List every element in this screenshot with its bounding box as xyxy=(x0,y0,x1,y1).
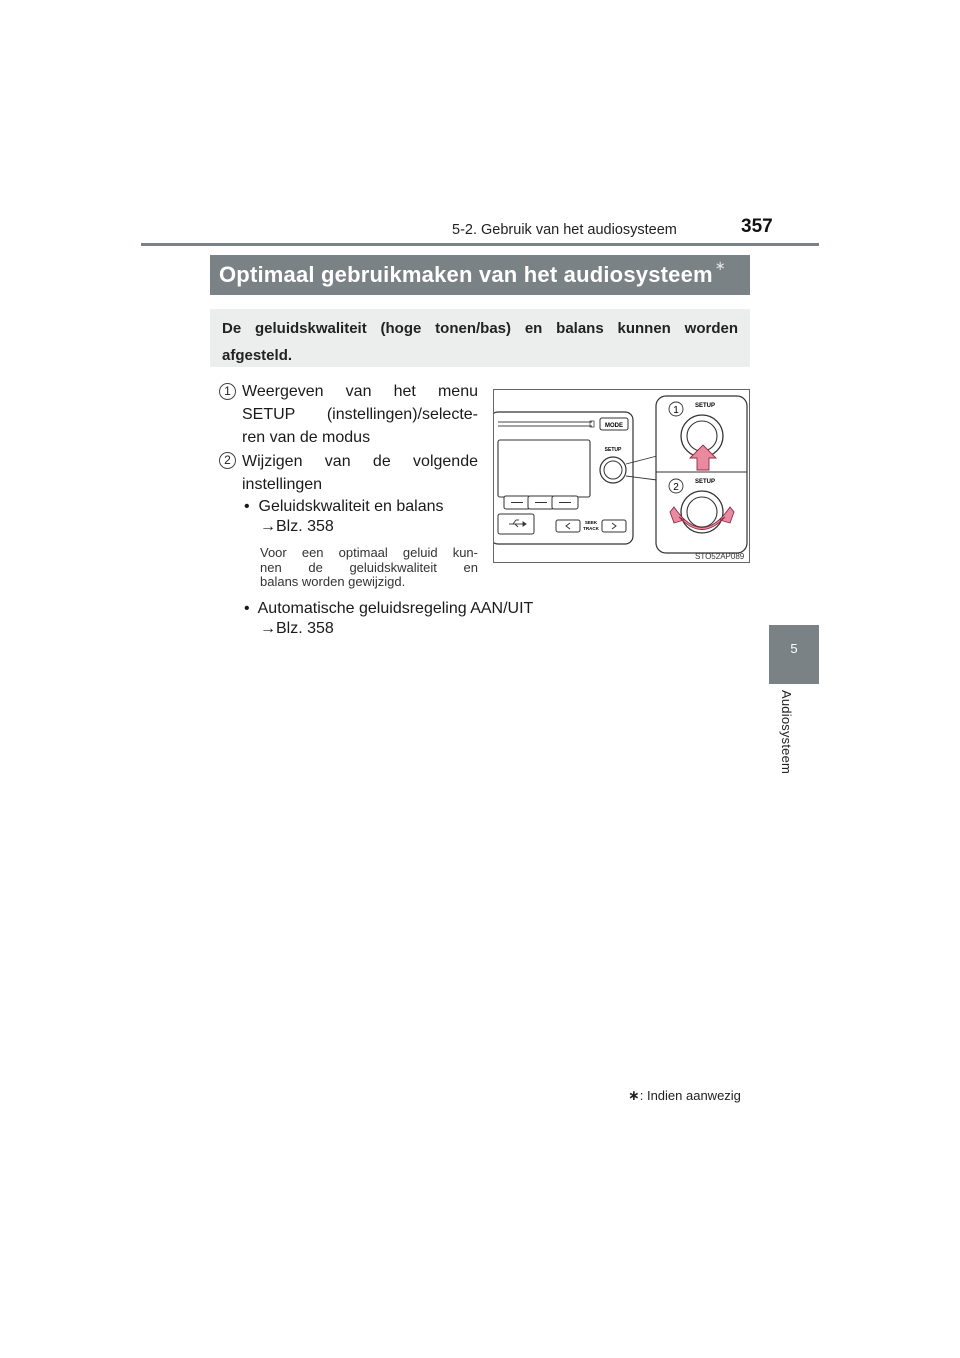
callout-setup-label: SETUP xyxy=(694,403,716,409)
page-reference-text: Blz. 358 xyxy=(276,518,334,535)
step-number: 2 xyxy=(219,452,236,469)
running-header-section: 5-2. Gebruik van het audiosysteem xyxy=(452,222,677,238)
figure-code: STO52AP089 xyxy=(695,552,745,561)
footnote xyxy=(628,1087,741,1104)
bullet-item xyxy=(244,496,444,518)
track-label: TRACK xyxy=(583,526,599,531)
step-1-line: Weergeven van het menu xyxy=(242,383,478,400)
title-optional-marker: ∗ xyxy=(714,258,726,273)
bullet-item xyxy=(244,598,533,620)
step-1-line: SETUP (instellingen)/selecte- xyxy=(242,406,478,423)
page-reference xyxy=(260,518,334,536)
step-number: 1 xyxy=(219,383,236,400)
step-2-line: instellingen xyxy=(242,476,323,493)
callout-setup-label: SETUP xyxy=(694,479,716,485)
step-2-line: Wijzigen van de volgende xyxy=(242,453,478,470)
seek-forward-button xyxy=(602,520,626,532)
callout-number: 2 xyxy=(673,482,679,493)
note-text xyxy=(260,546,478,590)
leader-line xyxy=(626,456,657,464)
page-reference-text: Blz. 358 xyxy=(276,620,334,637)
setup-knob-inner xyxy=(604,461,622,479)
footnote-marker: ∗ xyxy=(628,1087,640,1103)
step-1-text xyxy=(242,380,478,449)
section-title-bar xyxy=(210,255,750,295)
note-line: Voor een optimaal geluid kun- xyxy=(260,545,478,560)
leader-line xyxy=(626,476,657,480)
seek-back-button xyxy=(556,520,580,532)
mode-label: MODE xyxy=(605,423,623,429)
arrow-icon: → xyxy=(260,518,276,535)
bullet-text: Geluidskwaliteit en balans xyxy=(258,498,444,515)
audio-panel-illustration xyxy=(493,389,750,563)
section-title: Optimaal gebruikmaken van het audiosysteem xyxy=(219,262,713,287)
intro-text: De geluidskwaliteit (hoge tonen/bas) en balans kunnen worden afgesteld. xyxy=(210,309,750,367)
chapter-number: 5 xyxy=(790,641,798,656)
step-1-line: ren van de modus xyxy=(242,429,371,446)
seek-label: SEEK xyxy=(584,520,598,525)
bullet-dot: • xyxy=(244,498,250,515)
callout-number: 1 xyxy=(673,405,679,416)
footnote-text: : Indien aanwezig xyxy=(639,1088,741,1103)
bullet-text: Automatische geluidsregeling AAN/UIT xyxy=(257,600,534,617)
header-rule xyxy=(141,243,819,246)
step-2-text xyxy=(242,450,478,496)
chapter-label: Audiosysteem xyxy=(779,690,794,775)
note-line: nen de geluidskwaliteit en xyxy=(260,559,478,575)
bullet-dot: • xyxy=(244,600,250,617)
arrow-icon: → xyxy=(260,620,276,637)
callout-knob-inner xyxy=(687,497,717,527)
display-screen xyxy=(498,440,590,497)
audio-panel-drawing xyxy=(494,390,749,562)
page-number: 357 xyxy=(741,216,773,237)
page-reference xyxy=(260,620,334,638)
setup-label: SETUP xyxy=(604,447,622,453)
note-line: balans worden gewijzigd. xyxy=(260,574,406,589)
